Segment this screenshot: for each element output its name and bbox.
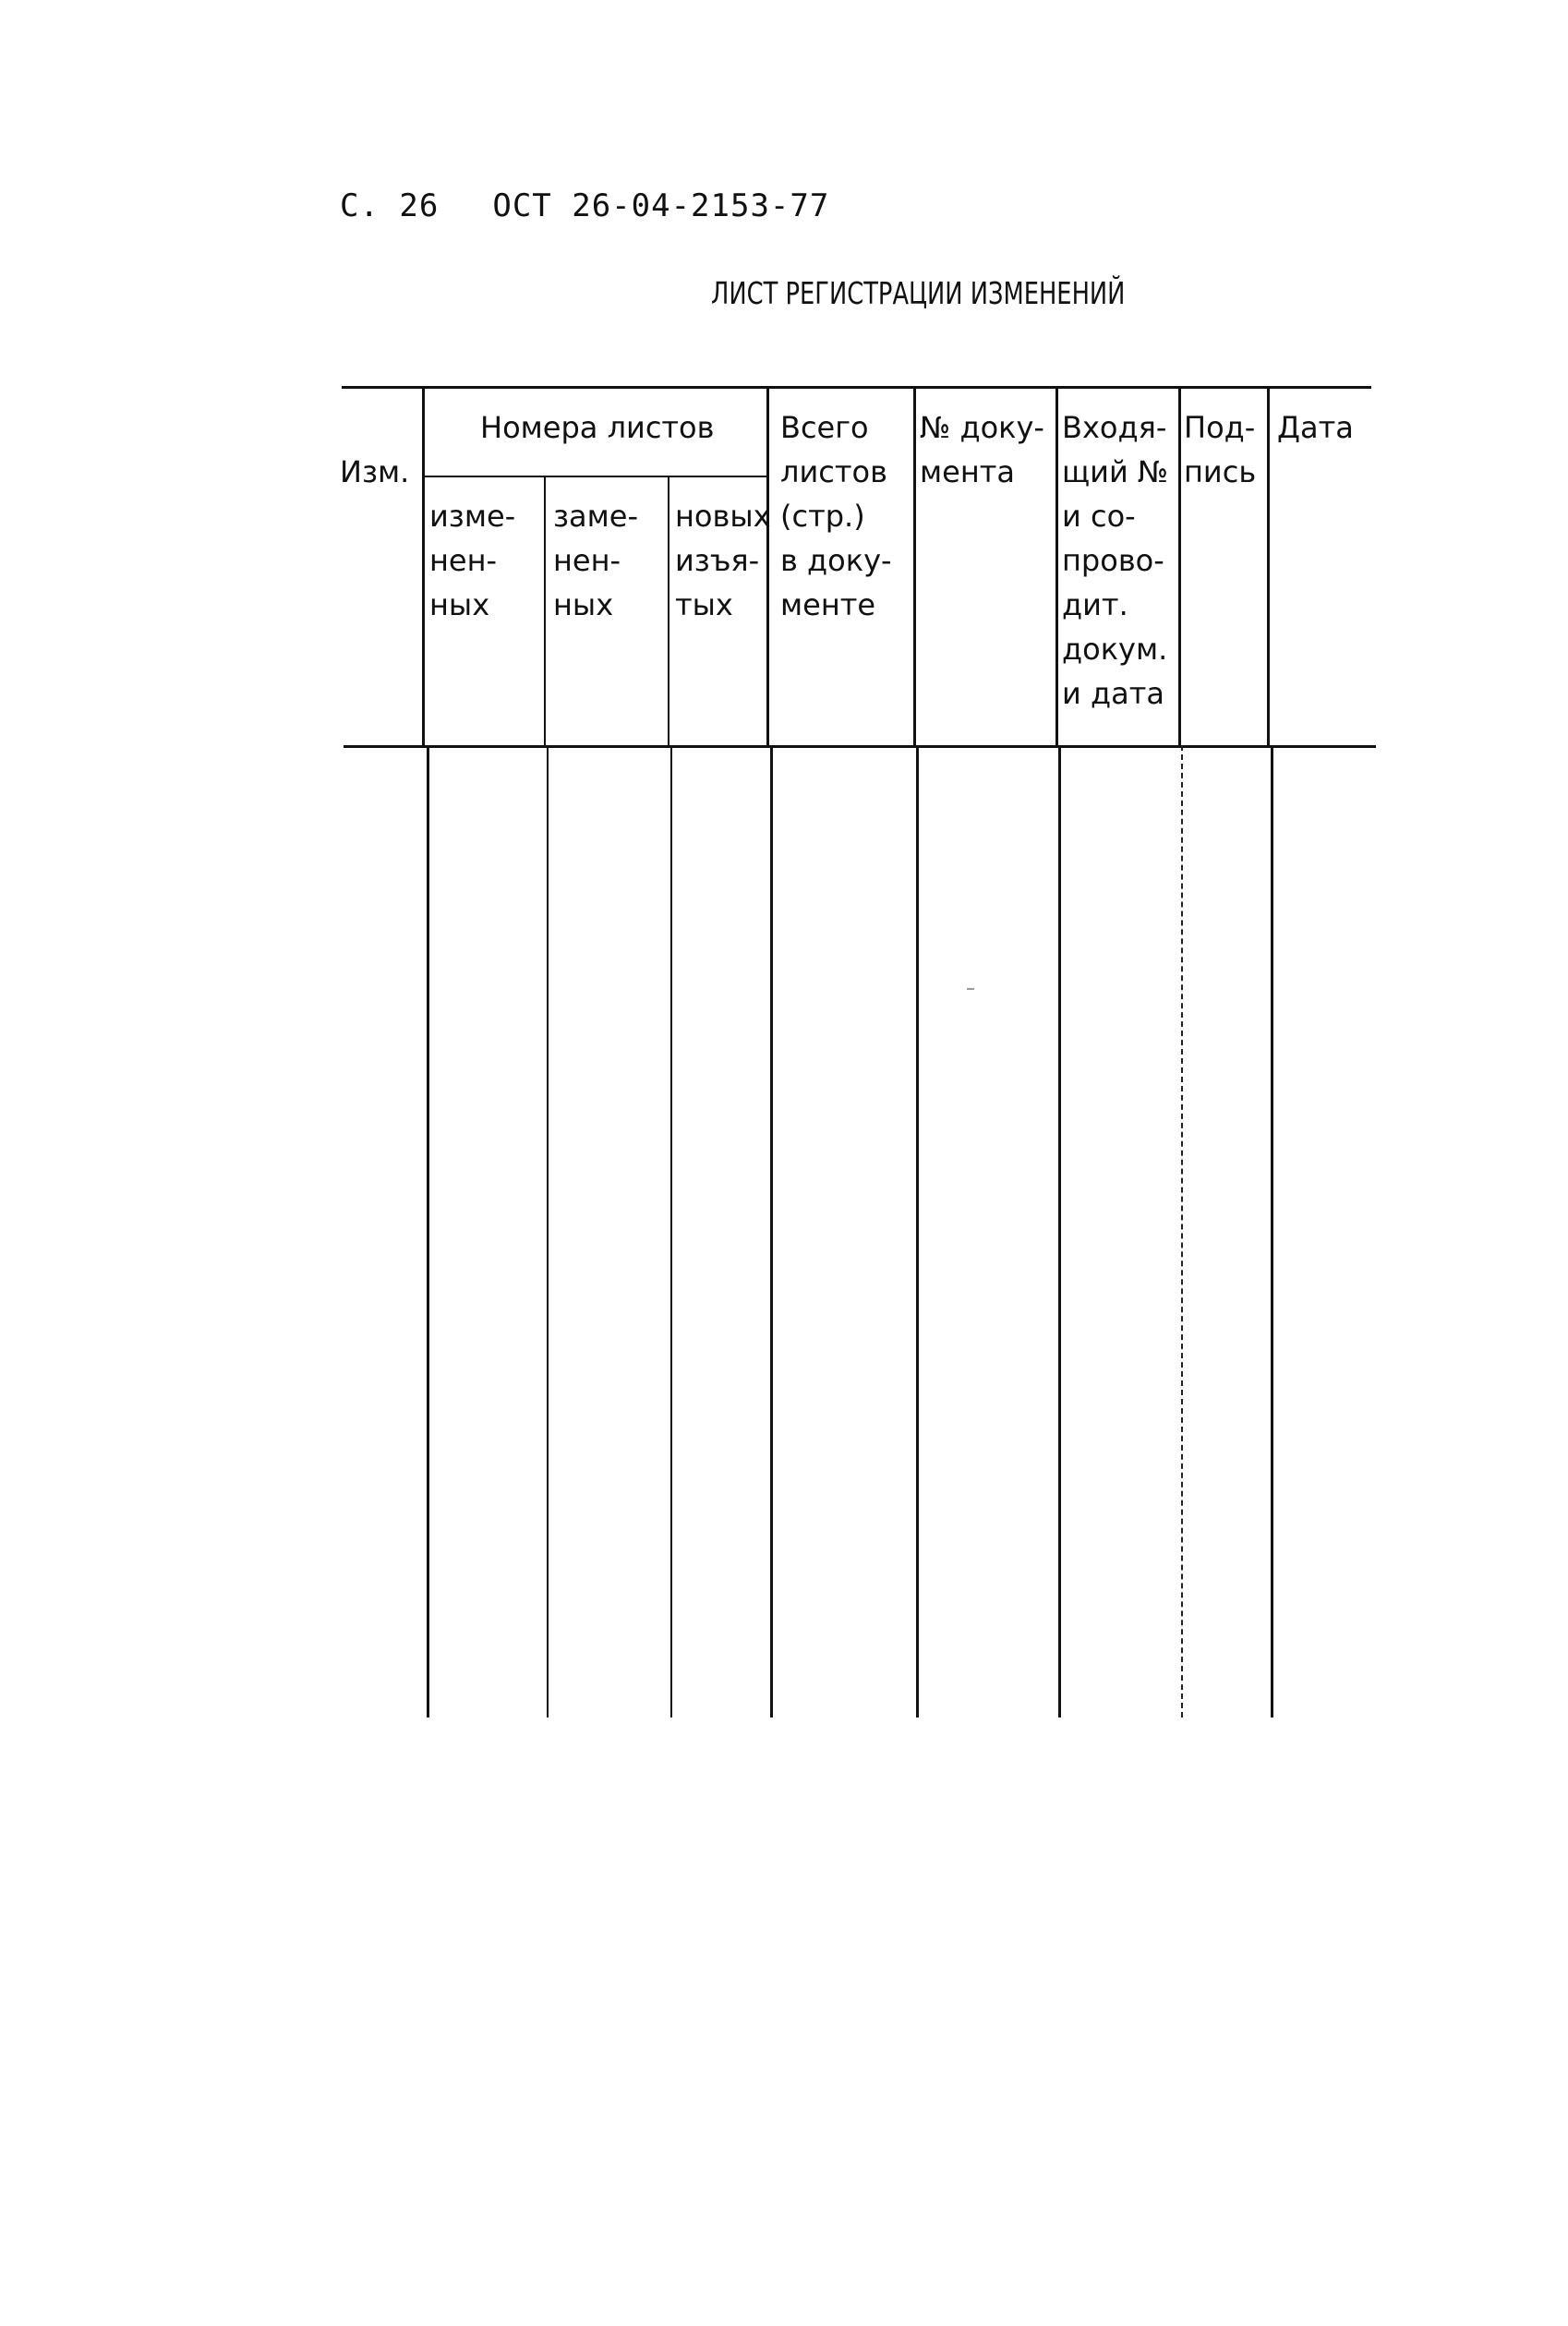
col-header-incoming: Входя- щий № и со- прово- дит. докум. и дата: [1062, 410, 1169, 711]
page-header: [340, 187, 829, 224]
standard-code: ОСТ 26-04-2153-77: [492, 187, 830, 224]
subheader-divider: [423, 476, 766, 477]
col-divider-5-header: [913, 386, 916, 745]
col-divider-6-header: [1055, 386, 1058, 745]
col-divider-4-body: [770, 745, 773, 1717]
page-number: С. 26: [340, 187, 440, 224]
col-header-removed: изъя- тых: [675, 543, 760, 622]
col-group-sheet-numbers: Номера листов: [480, 410, 715, 445]
col-divider-2-body: [547, 745, 549, 1717]
col-divider-8-header: [1267, 386, 1270, 745]
table-top-border: [342, 386, 1371, 389]
col-divider-2-header: [544, 476, 546, 745]
col-header-signature: Под- пись: [1184, 410, 1257, 489]
col-divider-1-body: [427, 745, 429, 1717]
col-header-doc-number: № доку- мента: [920, 410, 1044, 489]
col-header-replaced: заме- нен- ных: [553, 499, 638, 622]
col-header-new: новых: [675, 499, 771, 534]
col-header-total-sheets: Всего листов (стр.) в доку- менте: [780, 410, 892, 622]
col-divider-3-body: [670, 745, 672, 1717]
col-header-change: Изм.: [340, 454, 410, 489]
header-bottom-border: [344, 745, 1376, 748]
col-divider-7-body: [1181, 745, 1183, 1717]
col-divider-8-body: [1271, 745, 1273, 1717]
scan-speck: [967, 988, 974, 990]
col-divider-3-header: [668, 476, 669, 745]
col-divider-6-body: [1058, 745, 1061, 1717]
col-header-changed: изме- нен- ных: [429, 499, 516, 622]
col-divider-4-header: [766, 386, 769, 745]
col-divider-1-header: [422, 386, 425, 745]
col-header-date: Дата: [1277, 410, 1354, 445]
col-divider-7-header: [1178, 386, 1181, 745]
sheet-title: ЛИСТ РЕГИСТРАЦИИ ИЗМЕНЕНИЙ: [711, 275, 1126, 311]
col-divider-5-body: [916, 745, 919, 1717]
